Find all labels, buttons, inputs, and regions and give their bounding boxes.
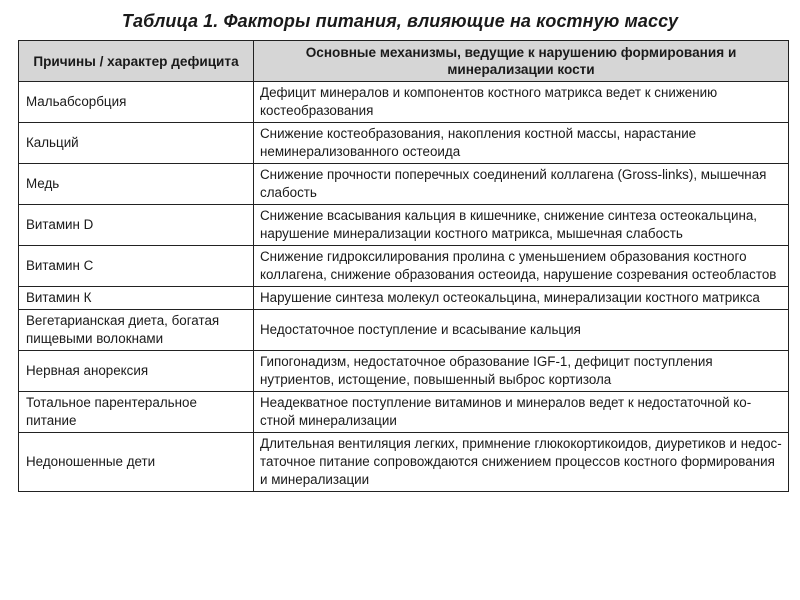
table-header-row xyxy=(19,41,789,82)
table-row xyxy=(19,246,789,287)
table-row xyxy=(19,82,789,123)
table-row xyxy=(19,287,789,310)
nutrition-factors-table xyxy=(18,40,789,492)
mechanism-cell: Снижение гидроксилирования пролина с уменьшением образования костного коллагена, снижение образования остеоида, нарушение созревания остеобластов xyxy=(254,246,789,287)
table-row xyxy=(19,433,789,492)
cause-cell: Витамин К xyxy=(19,287,254,310)
mechanism-cell: Нарушение синтеза молекул остеокальцина, минерализации костного матрикса xyxy=(254,287,789,310)
mechanism-cell: Гипогонадизм, недостаточное образование IGF-1, дефицит поступления нутриентов, истощение, повышенный выброс кортизола xyxy=(254,351,789,392)
table-row xyxy=(19,310,789,351)
mechanism-cell: Дефицит минералов и компонентов костного матрикса ведет к снижению костеобразования xyxy=(254,82,789,123)
cause-cell: Мальабсорбция xyxy=(19,82,254,123)
cause-cell: Недоношенные дети xyxy=(19,433,254,492)
mechanism-cell: Снижение всасывания кальция в кишечнике, снижение синтеза остеокальцина, нарушение минерализации костного матрикса, мышечная слабость xyxy=(254,205,789,246)
column-header-mechanism: Основные механизмы, ведущие к нарушению формирования и минерализации кости xyxy=(254,41,789,82)
table-title: Таблица 1. Факторы питания, влияющие на костную массу xyxy=(121,11,679,31)
cause-cell: Кальций xyxy=(19,123,254,164)
table-row xyxy=(19,205,789,246)
mechanism-cell: Снижение костеобразования, накопления костной массы, нарастание неминерализованного остеоида xyxy=(254,123,789,164)
mechanism-cell: Неадекватное поступление витаминов и минералов ведет к недостаточной ко-стной минерализации xyxy=(254,392,789,433)
column-header-cause: Причины / характер дефицита xyxy=(19,41,254,82)
cause-cell: Нервная анорексия xyxy=(19,351,254,392)
cause-cell: Тотальное парентеральное питание xyxy=(19,392,254,433)
cause-cell: Витамин D xyxy=(19,205,254,246)
cause-cell: Витамин С xyxy=(19,246,254,287)
cause-cell: Вегетарианская диета, богатая пищевыми волокнами xyxy=(19,310,254,351)
mechanism-cell: Снижение прочности поперечных соединений коллагена (Gross-links), мышечная слабость xyxy=(254,164,789,205)
cause-cell: Медь xyxy=(19,164,254,205)
table-row xyxy=(19,392,789,433)
mechanism-cell: Недостаточное поступление и всасывание кальция xyxy=(254,310,789,351)
table-row xyxy=(19,351,789,392)
table-row xyxy=(19,123,789,164)
mechanism-cell: Длительная вентиляция легких, примнение глюкокортикоидов, диуретиков и недос-таточное питание сопровождаются снижением процессов костного формирования и минерализации xyxy=(254,433,789,492)
table-row xyxy=(19,164,789,205)
